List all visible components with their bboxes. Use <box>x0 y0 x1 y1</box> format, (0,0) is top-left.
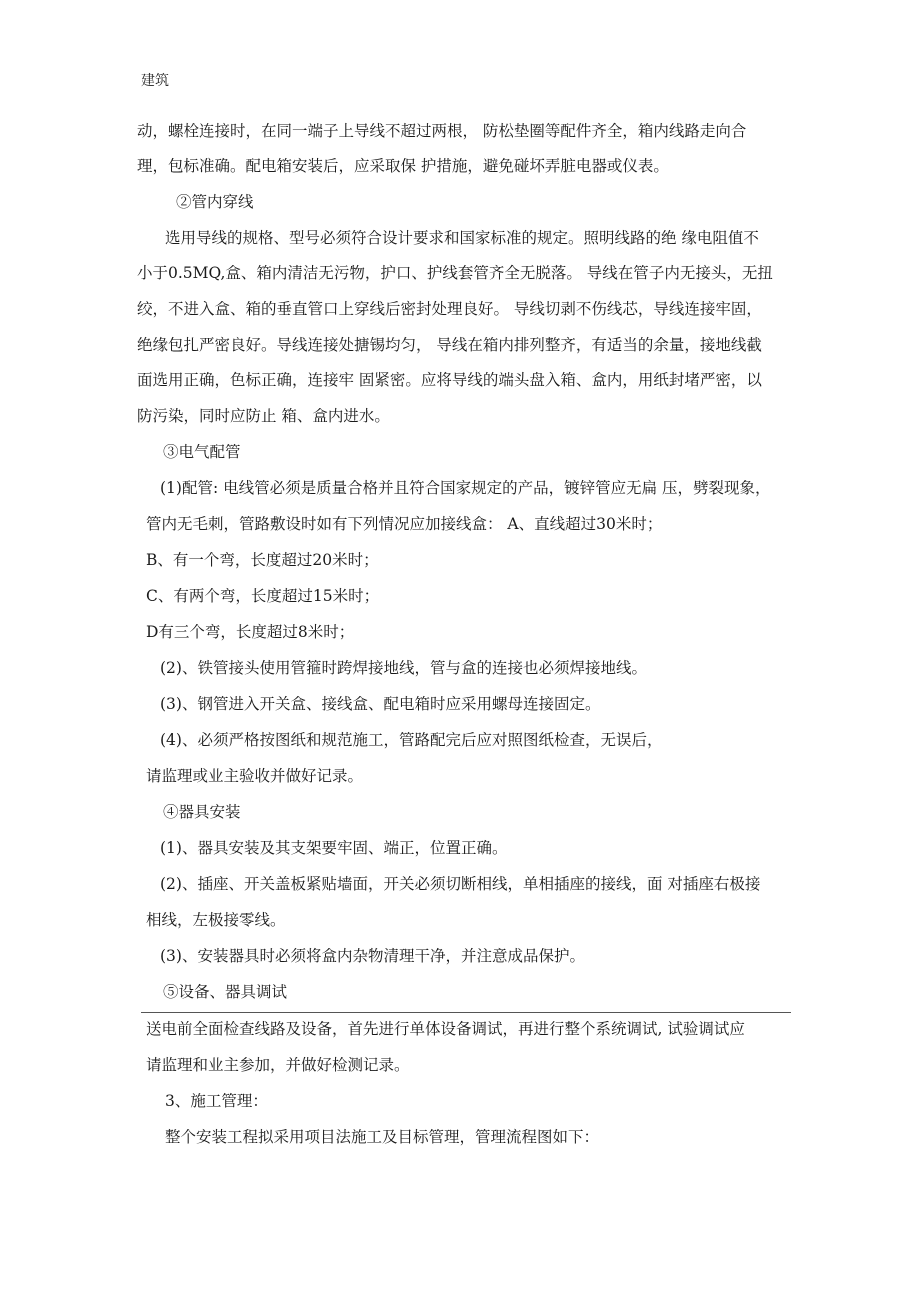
page-header: 建筑 <box>141 73 169 89</box>
text-line: 选用导线的规格、型号必须符合设计要求和国家标准的规定。照明线路的绝 缘电阻值不 <box>165 229 759 247</box>
text-line: C、有两个弯，长度超过15米时； <box>146 587 380 605</box>
section-heading: ②管内穿线 <box>176 193 254 211</box>
text-line: 相线，左极接零线。 <box>146 911 286 929</box>
text-line: (4)、必须严格按图纸和规范施工，管路配完后应对照图纸检查，无误后， <box>160 731 663 749</box>
text-line: (1)配管: 电线管必须是质量合格并且符合国家规定的产品，镀锌管应无扁 压，劈裂现象， <box>160 479 771 497</box>
text-line: B、有一个弯，长度超过20米时； <box>146 551 379 569</box>
text-line: D有三个弯，长度超过8米时； <box>146 623 355 641</box>
text-line: (2)、插座、开关盖板紧贴墙面，开关必须切断相线，单相插座的接线，面 对插座右极接 <box>160 875 761 893</box>
text-line: 送电前全面检查线路及设备，首先进行单体设备调试，再进行整个系统调试, 试验调试应 <box>146 1020 745 1038</box>
text-line: 管内无毛刺，管路敷设时如有下列情况应加接线盒： A、直线超过30米时； <box>146 515 663 533</box>
text-line: (1)、器具安装及其支架要牢固、端正，位置正确。 <box>160 839 508 857</box>
text-line: 请监理和业主参加，并做好检测记录。 <box>146 1056 410 1074</box>
text-line: (2)、铁管接头使用管箍时跨焊接地线，管与盒的连接也必须焊接地线。 <box>160 659 647 677</box>
text-line: 防污染，同时应防止 箱、盒内进水。 <box>137 407 390 425</box>
text-line: (3)、安装器具时必须将盒内杂物清理干净，并注意成品保护。 <box>160 947 585 965</box>
text-line: 面选用正确，色标正确，连接牢 固紧密。应将导线的端头盘入箱、盒内，用纸封堵严密，以 <box>137 371 762 389</box>
text-line: 小于0.5MQ,盒、箱内清洁无污物，护口、护线套管齐全无脱落。 导线在管子内无接头，无扭 <box>137 264 773 282</box>
section-heading: ③电气配管 <box>163 443 241 461</box>
text-line: 动，螺栓连接时，在同一端子上导线不超过两根， 防松垫圈等配件齐全，箱内线路走向合 <box>137 122 747 140</box>
text-line: 请监理或业主验收并做好记录。 <box>146 767 364 785</box>
text-line: 绞，不进入盒、箱的垂直管口上穿线后密封处理良好。 导线切剥不伤线芯，导线连接牢固， <box>137 300 762 318</box>
horizontal-divider <box>141 1012 791 1013</box>
text-line: 整个安装工程拟采用项目法施工及目标管理，管理流程图如下： <box>165 1128 600 1146</box>
text-line: (3)、钢管进入开关盒、接线盒、配电箱时应采用螺母连接固定。 <box>160 695 601 713</box>
text-line: 理，包标准确。配电箱安装后，应采取保 护措施，避免碰坏弄脏电器或仪表。 <box>137 157 669 175</box>
section-heading: 3、施工管理： <box>165 1092 268 1110</box>
section-heading: ④器具安装 <box>163 803 241 821</box>
section-heading: ⑤设备、器具调试 <box>163 983 288 1001</box>
text-line: 绝缘包扎严密良好。导线连接处搪锡均匀， 导线在箱内排列整齐，有适当的余量，接地线截 <box>137 336 762 354</box>
